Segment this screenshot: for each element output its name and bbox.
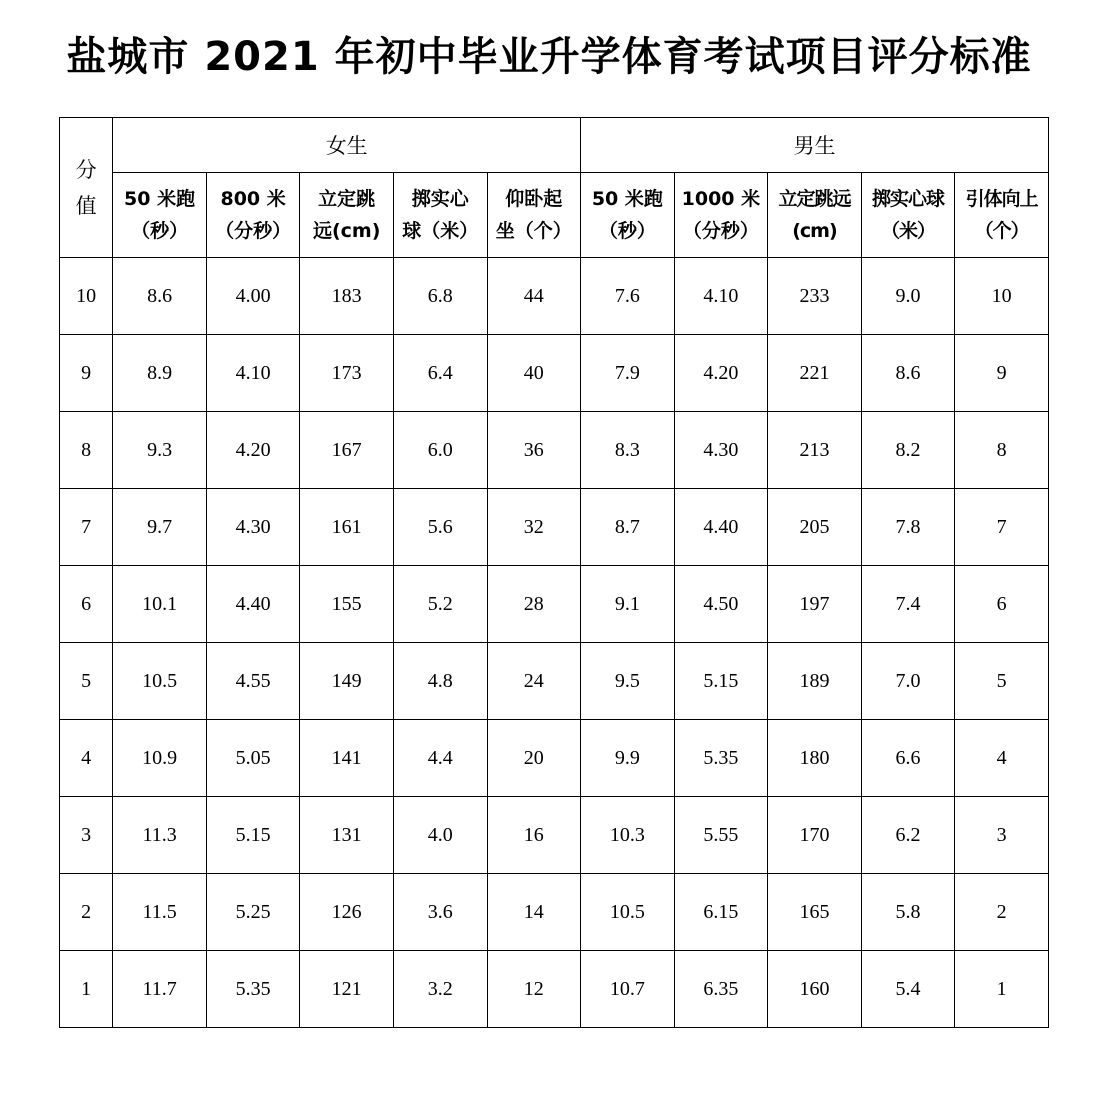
female-value-cell: 40 bbox=[487, 335, 581, 412]
female-value-cell: 4.10 bbox=[206, 335, 300, 412]
female-value-cell: 167 bbox=[300, 412, 394, 489]
table-row bbox=[60, 643, 1049, 720]
female-value-cell: 16 bbox=[487, 797, 581, 874]
female-value-cell: 5.35 bbox=[206, 951, 300, 1028]
male-value-cell: 8.7 bbox=[581, 489, 675, 566]
male-value-cell: 5 bbox=[955, 643, 1049, 720]
female-value-cell: 4.4 bbox=[393, 720, 487, 797]
male-value-cell: 10.3 bbox=[581, 797, 675, 874]
table-row bbox=[60, 797, 1049, 874]
score-cell: 3 bbox=[60, 797, 113, 874]
male-value-cell: 180 bbox=[768, 720, 862, 797]
male-value-cell: 9.1 bbox=[581, 566, 675, 643]
male-value-cell: 9.5 bbox=[581, 643, 675, 720]
female-value-cell: 5.15 bbox=[206, 797, 300, 874]
male-value-cell: 6.15 bbox=[674, 874, 768, 951]
score-cell: 7 bbox=[60, 489, 113, 566]
female-situps-header: 仰卧起 坐（个） bbox=[487, 173, 581, 258]
male-value-cell: 10.5 bbox=[581, 874, 675, 951]
male-value-cell: 2 bbox=[955, 874, 1049, 951]
scoring-standards-table bbox=[59, 117, 1049, 1028]
female-value-cell: 9.7 bbox=[113, 489, 207, 566]
male-value-cell: 9.0 bbox=[861, 258, 955, 335]
table-row bbox=[60, 335, 1049, 412]
female-value-cell: 11.7 bbox=[113, 951, 207, 1028]
male-50m-header: 50 米跑 （秒） bbox=[581, 173, 675, 258]
male-group-header: 男生 bbox=[581, 118, 1049, 173]
male-value-cell: 10 bbox=[955, 258, 1049, 335]
male-pullups-header: 引体向上 （个） bbox=[955, 173, 1049, 258]
female-value-cell: 44 bbox=[487, 258, 581, 335]
male-value-cell: 7.6 bbox=[581, 258, 675, 335]
male-value-cell: 165 bbox=[768, 874, 862, 951]
female-value-cell: 5.05 bbox=[206, 720, 300, 797]
male-value-cell: 160 bbox=[768, 951, 862, 1028]
male-value-cell: 7 bbox=[955, 489, 1049, 566]
male-value-cell: 197 bbox=[768, 566, 862, 643]
female-value-cell: 4.40 bbox=[206, 566, 300, 643]
female-value-cell: 10.1 bbox=[113, 566, 207, 643]
female-value-cell: 126 bbox=[300, 874, 394, 951]
male-value-cell: 6 bbox=[955, 566, 1049, 643]
female-value-cell: 5.2 bbox=[393, 566, 487, 643]
score-cell: 2 bbox=[60, 874, 113, 951]
female-value-cell: 14 bbox=[487, 874, 581, 951]
female-value-cell: 141 bbox=[300, 720, 394, 797]
male-value-cell: 205 bbox=[768, 489, 862, 566]
male-value-cell: 4.50 bbox=[674, 566, 768, 643]
male-value-cell: 8.6 bbox=[861, 335, 955, 412]
male-value-cell: 221 bbox=[768, 335, 862, 412]
table-row bbox=[60, 412, 1049, 489]
female-value-cell: 173 bbox=[300, 335, 394, 412]
male-value-cell: 8 bbox=[955, 412, 1049, 489]
male-value-cell: 233 bbox=[768, 258, 862, 335]
female-value-cell: 6.0 bbox=[393, 412, 487, 489]
female-value-cell: 3.6 bbox=[393, 874, 487, 951]
page-title: 盐城市 2021 年初中毕业升学体育考试项目评分标准 bbox=[66, 34, 1032, 80]
score-column-header: 分 值 bbox=[60, 118, 113, 258]
female-value-cell: 5.6 bbox=[393, 489, 487, 566]
female-value-cell: 8.9 bbox=[113, 335, 207, 412]
female-value-cell: 9.3 bbox=[113, 412, 207, 489]
female-value-cell: 36 bbox=[487, 412, 581, 489]
male-value-cell: 4.10 bbox=[674, 258, 768, 335]
female-value-cell: 4.8 bbox=[393, 643, 487, 720]
male-value-cell: 7.0 bbox=[861, 643, 955, 720]
female-long-jump-header: 立定跳 远(cm) bbox=[300, 173, 394, 258]
male-value-cell: 3 bbox=[955, 797, 1049, 874]
female-value-cell: 161 bbox=[300, 489, 394, 566]
female-value-cell: 6.4 bbox=[393, 335, 487, 412]
table-row bbox=[60, 566, 1049, 643]
female-value-cell: 155 bbox=[300, 566, 394, 643]
female-value-cell: 28 bbox=[487, 566, 581, 643]
female-value-cell: 24 bbox=[487, 643, 581, 720]
male-value-cell: 7.8 bbox=[861, 489, 955, 566]
male-value-cell: 7.4 bbox=[861, 566, 955, 643]
male-1000m-header: 1000 米 （分秒） bbox=[674, 173, 768, 258]
column-header-row bbox=[60, 173, 1049, 258]
male-value-cell: 1 bbox=[955, 951, 1049, 1028]
female-value-cell: 32 bbox=[487, 489, 581, 566]
male-value-cell: 6.2 bbox=[861, 797, 955, 874]
table-row bbox=[60, 951, 1049, 1028]
female-value-cell: 11.3 bbox=[113, 797, 207, 874]
male-value-cell: 8.3 bbox=[581, 412, 675, 489]
male-value-cell: 5.4 bbox=[861, 951, 955, 1028]
table-row bbox=[60, 258, 1049, 335]
score-cell: 8 bbox=[60, 412, 113, 489]
female-value-cell: 4.55 bbox=[206, 643, 300, 720]
female-value-cell: 4.30 bbox=[206, 489, 300, 566]
male-value-cell: 8.2 bbox=[861, 412, 955, 489]
male-value-cell: 9.9 bbox=[581, 720, 675, 797]
table-body bbox=[60, 258, 1049, 1028]
female-group-header: 女生 bbox=[113, 118, 581, 173]
table-row bbox=[60, 720, 1049, 797]
female-value-cell: 11.5 bbox=[113, 874, 207, 951]
female-value-cell: 5.25 bbox=[206, 874, 300, 951]
male-value-cell: 213 bbox=[768, 412, 862, 489]
female-value-cell: 20 bbox=[487, 720, 581, 797]
female-value-cell: 4.00 bbox=[206, 258, 300, 335]
female-value-cell: 4.20 bbox=[206, 412, 300, 489]
female-value-cell: 131 bbox=[300, 797, 394, 874]
score-cell: 6 bbox=[60, 566, 113, 643]
score-cell: 5 bbox=[60, 643, 113, 720]
female-value-cell: 121 bbox=[300, 951, 394, 1028]
table-row bbox=[60, 489, 1049, 566]
male-value-cell: 189 bbox=[768, 643, 862, 720]
female-value-cell: 6.8 bbox=[393, 258, 487, 335]
female-value-cell: 10.9 bbox=[113, 720, 207, 797]
male-value-cell: 6.35 bbox=[674, 951, 768, 1028]
male-medicine-ball-header: 掷实心球 （米） bbox=[861, 173, 955, 258]
female-value-cell: 4.0 bbox=[393, 797, 487, 874]
male-value-cell: 10.7 bbox=[581, 951, 675, 1028]
female-medicine-ball-header: 掷实心 球（米） bbox=[393, 173, 487, 258]
female-800m-header: 800 米 （分秒） bbox=[206, 173, 300, 258]
male-value-cell: 4.30 bbox=[674, 412, 768, 489]
female-value-cell: 3.2 bbox=[393, 951, 487, 1028]
male-value-cell: 6.6 bbox=[861, 720, 955, 797]
male-value-cell: 7.9 bbox=[581, 335, 675, 412]
male-value-cell: 170 bbox=[768, 797, 862, 874]
male-value-cell: 5.8 bbox=[861, 874, 955, 951]
female-value-cell: 149 bbox=[300, 643, 394, 720]
table-row bbox=[60, 874, 1049, 951]
score-cell: 10 bbox=[60, 258, 113, 335]
group-header-row bbox=[60, 118, 1049, 173]
male-value-cell: 5.55 bbox=[674, 797, 768, 874]
score-cell: 9 bbox=[60, 335, 113, 412]
male-value-cell: 5.15 bbox=[674, 643, 768, 720]
score-cell: 1 bbox=[60, 951, 113, 1028]
male-value-cell: 9 bbox=[955, 335, 1049, 412]
female-value-cell: 10.5 bbox=[113, 643, 207, 720]
female-value-cell: 183 bbox=[300, 258, 394, 335]
score-cell: 4 bbox=[60, 720, 113, 797]
female-value-cell: 12 bbox=[487, 951, 581, 1028]
female-50m-header: 50 米跑 （秒） bbox=[113, 173, 207, 258]
male-value-cell: 5.35 bbox=[674, 720, 768, 797]
male-value-cell: 4.40 bbox=[674, 489, 768, 566]
female-value-cell: 8.6 bbox=[113, 258, 207, 335]
male-value-cell: 4 bbox=[955, 720, 1049, 797]
male-value-cell: 4.20 bbox=[674, 335, 768, 412]
male-long-jump-header: 立定跳远 (cm) bbox=[768, 173, 862, 258]
